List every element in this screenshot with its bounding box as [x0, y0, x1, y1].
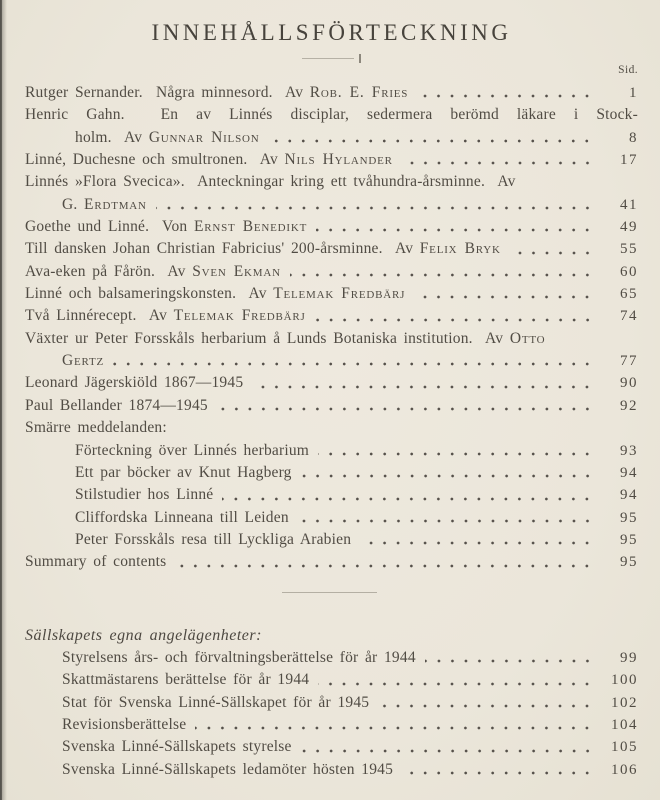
toc-row: [25, 283, 638, 305]
divider-line: [302, 58, 354, 59]
toc-row: [25, 171, 638, 193]
dot-leader: [402, 157, 594, 169]
toc-row: [25, 484, 638, 506]
page-number: 102: [611, 694, 638, 711]
dot-leader: [402, 767, 594, 779]
dot-leader: [301, 470, 594, 482]
entry-text: Goethe und Linné. Von Ernst Benedikt: [25, 218, 308, 236]
dot-leader: [315, 314, 594, 326]
toc-row: [25, 149, 638, 171]
entry-text: Förteckning över Linnés herbarium: [75, 441, 310, 459]
toc-row: [25, 692, 638, 714]
entry-text: Stat för Svenska Linné-Sällskapet för år 1945: [62, 693, 370, 711]
scan-edge-shadow: [0, 0, 7, 800]
page-number: 105: [611, 739, 638, 756]
page-number: 8: [629, 129, 638, 146]
entry-text: Henric Gahn. En av Linnés disciplar, sedermera berömd läkare i Stock-: [25, 106, 638, 124]
entry-text: Två Linnérecept. Av Telemak Fredbärj: [25, 307, 306, 325]
entry-text: holm. Av Gunnar Nilson: [75, 128, 260, 146]
dot-leader: [425, 655, 594, 667]
dot-leader: [318, 448, 594, 460]
page-number: 41: [620, 196, 638, 213]
toc-row: [25, 82, 638, 104]
dot-leader: [156, 202, 594, 214]
toc-row: [25, 529, 638, 551]
entry-text: Linné, Duchesne och smultronen. Av Nils Hylander: [25, 151, 393, 169]
entry-text: Leonard Jägerskiöld 1867—1945: [25, 374, 244, 392]
dot-leader: [298, 515, 594, 527]
divider-tick: [359, 54, 361, 63]
toc-row: [25, 759, 638, 781]
entry-text: Rutger Sernander. Några minnesord. Av Rob. E. Fries: [25, 84, 409, 101]
page-title: INNEHÅLLSFÖRTECKNING: [151, 20, 512, 45]
dot-leader: [222, 493, 594, 505]
entry-text: Paul Bellander 1874—1945: [25, 396, 208, 414]
dot-leader: [301, 745, 594, 757]
entry-text: Skattmästarens berättelse för år 1944: [62, 671, 310, 689]
toc-row: [25, 462, 638, 484]
dot-leader: [290, 269, 594, 281]
entry-text: Svenska Linné-Sällskapets ledamöter hösten 1945: [62, 760, 394, 778]
section2-list: [25, 647, 638, 781]
toc-row: [25, 127, 638, 149]
dot-leader: [252, 381, 594, 393]
dot-leader: [217, 403, 594, 415]
dot-leader: [318, 678, 594, 690]
page-number: 94: [620, 464, 638, 481]
section2-heading: Sällskapets egna angelägenheter:: [25, 626, 262, 644]
entry-text: Peter Forsskåls resa till Lyckliga Arabien: [75, 530, 352, 548]
toc-row: [25, 261, 638, 283]
page-number: 93: [620, 442, 638, 459]
toc-row: [25, 507, 638, 529]
page-number: 95: [620, 554, 638, 571]
dot-leader: [268, 135, 594, 147]
entry-text: Smärre meddelanden:: [25, 419, 167, 437]
toc-row: [25, 350, 638, 372]
entry-text: Gertz: [62, 352, 105, 370]
page-number: 77: [620, 353, 638, 370]
entry-text: Summary of contents: [25, 553, 167, 571]
entry-text: Styrelsens års- och förvaltningsberättelse för år 1944: [62, 648, 416, 666]
page-number: 90: [620, 375, 638, 392]
dot-leader: [510, 247, 594, 259]
page-number: 60: [620, 263, 638, 280]
dot-leader: [113, 358, 594, 370]
dot-leader: [360, 537, 594, 549]
toc-row: [25, 736, 638, 758]
page-number: 106: [611, 761, 638, 778]
page-number: 49: [620, 219, 638, 236]
toc-row: [25, 440, 638, 462]
page-number: 74: [620, 308, 638, 325]
dot-leader: [417, 90, 594, 102]
entry-text: Stilstudier hos Linné: [75, 486, 214, 504]
toc-row: [25, 372, 638, 394]
entry-text: Ava-eken på Fårön. Av Sven Ekman: [25, 262, 281, 280]
toc-section-heading: [25, 417, 638, 439]
entry-text: Ett par böcker av Knut Hagberg: [75, 463, 292, 481]
entry-text: Svenska Linné-Sällskapets styrelse: [62, 738, 292, 756]
page-number: 1: [629, 85, 638, 101]
page-number: 94: [620, 487, 638, 504]
toc-row: [25, 551, 638, 573]
dot-leader: [378, 700, 594, 712]
entry-text: G. Erdtman: [62, 195, 147, 213]
toc-row: [25, 104, 638, 126]
page-number: 55: [620, 241, 638, 258]
page-number: 104: [611, 716, 638, 733]
entry-text: Linnés »Flora Svecica». Anteckningar kring ett tvåhundra-årsminne. Av: [25, 173, 516, 191]
toc-list: [25, 82, 638, 574]
toc-row: [25, 395, 638, 417]
page-number: 65: [620, 286, 638, 303]
entry-text: Cliffordska Linneana till Leiden: [75, 508, 289, 526]
entry-text: Växter ur Peter Forsskåls herbarium å Lunds Botaniska institution. Av Otto: [25, 329, 546, 347]
toc-row: [25, 647, 638, 669]
title-divider: [302, 58, 354, 60]
entry-text: Till dansken Johan Christian Fabricius' 200-årsminne. Av Felix Bryk: [25, 240, 501, 258]
toc-row: [25, 305, 638, 327]
toc-row: [25, 714, 638, 736]
page-number: 17: [620, 152, 638, 169]
dot-leader: [316, 224, 594, 236]
dot-leader: [414, 291, 594, 303]
toc-row: [25, 216, 638, 238]
toc-row: [25, 328, 638, 350]
page-column-label: Sid.: [618, 64, 638, 76]
entry-text: Revisionsberättelse: [62, 715, 187, 733]
toc-row: [25, 194, 638, 216]
scan-edge-line: [0, 0, 2, 800]
toc-row: [25, 669, 638, 691]
section-divider: [282, 592, 377, 593]
dot-leader: [195, 722, 594, 734]
page-number: 99: [620, 649, 638, 666]
toc-row: [25, 238, 638, 260]
page-number: 95: [620, 509, 638, 526]
page-number: 95: [620, 531, 638, 548]
page-number: 92: [620, 397, 638, 414]
entry-text: Linné och balsameringskonsten. Av Telemak Fredbärj: [25, 285, 406, 303]
dot-leader: [175, 560, 594, 572]
page-number: 100: [611, 672, 638, 689]
